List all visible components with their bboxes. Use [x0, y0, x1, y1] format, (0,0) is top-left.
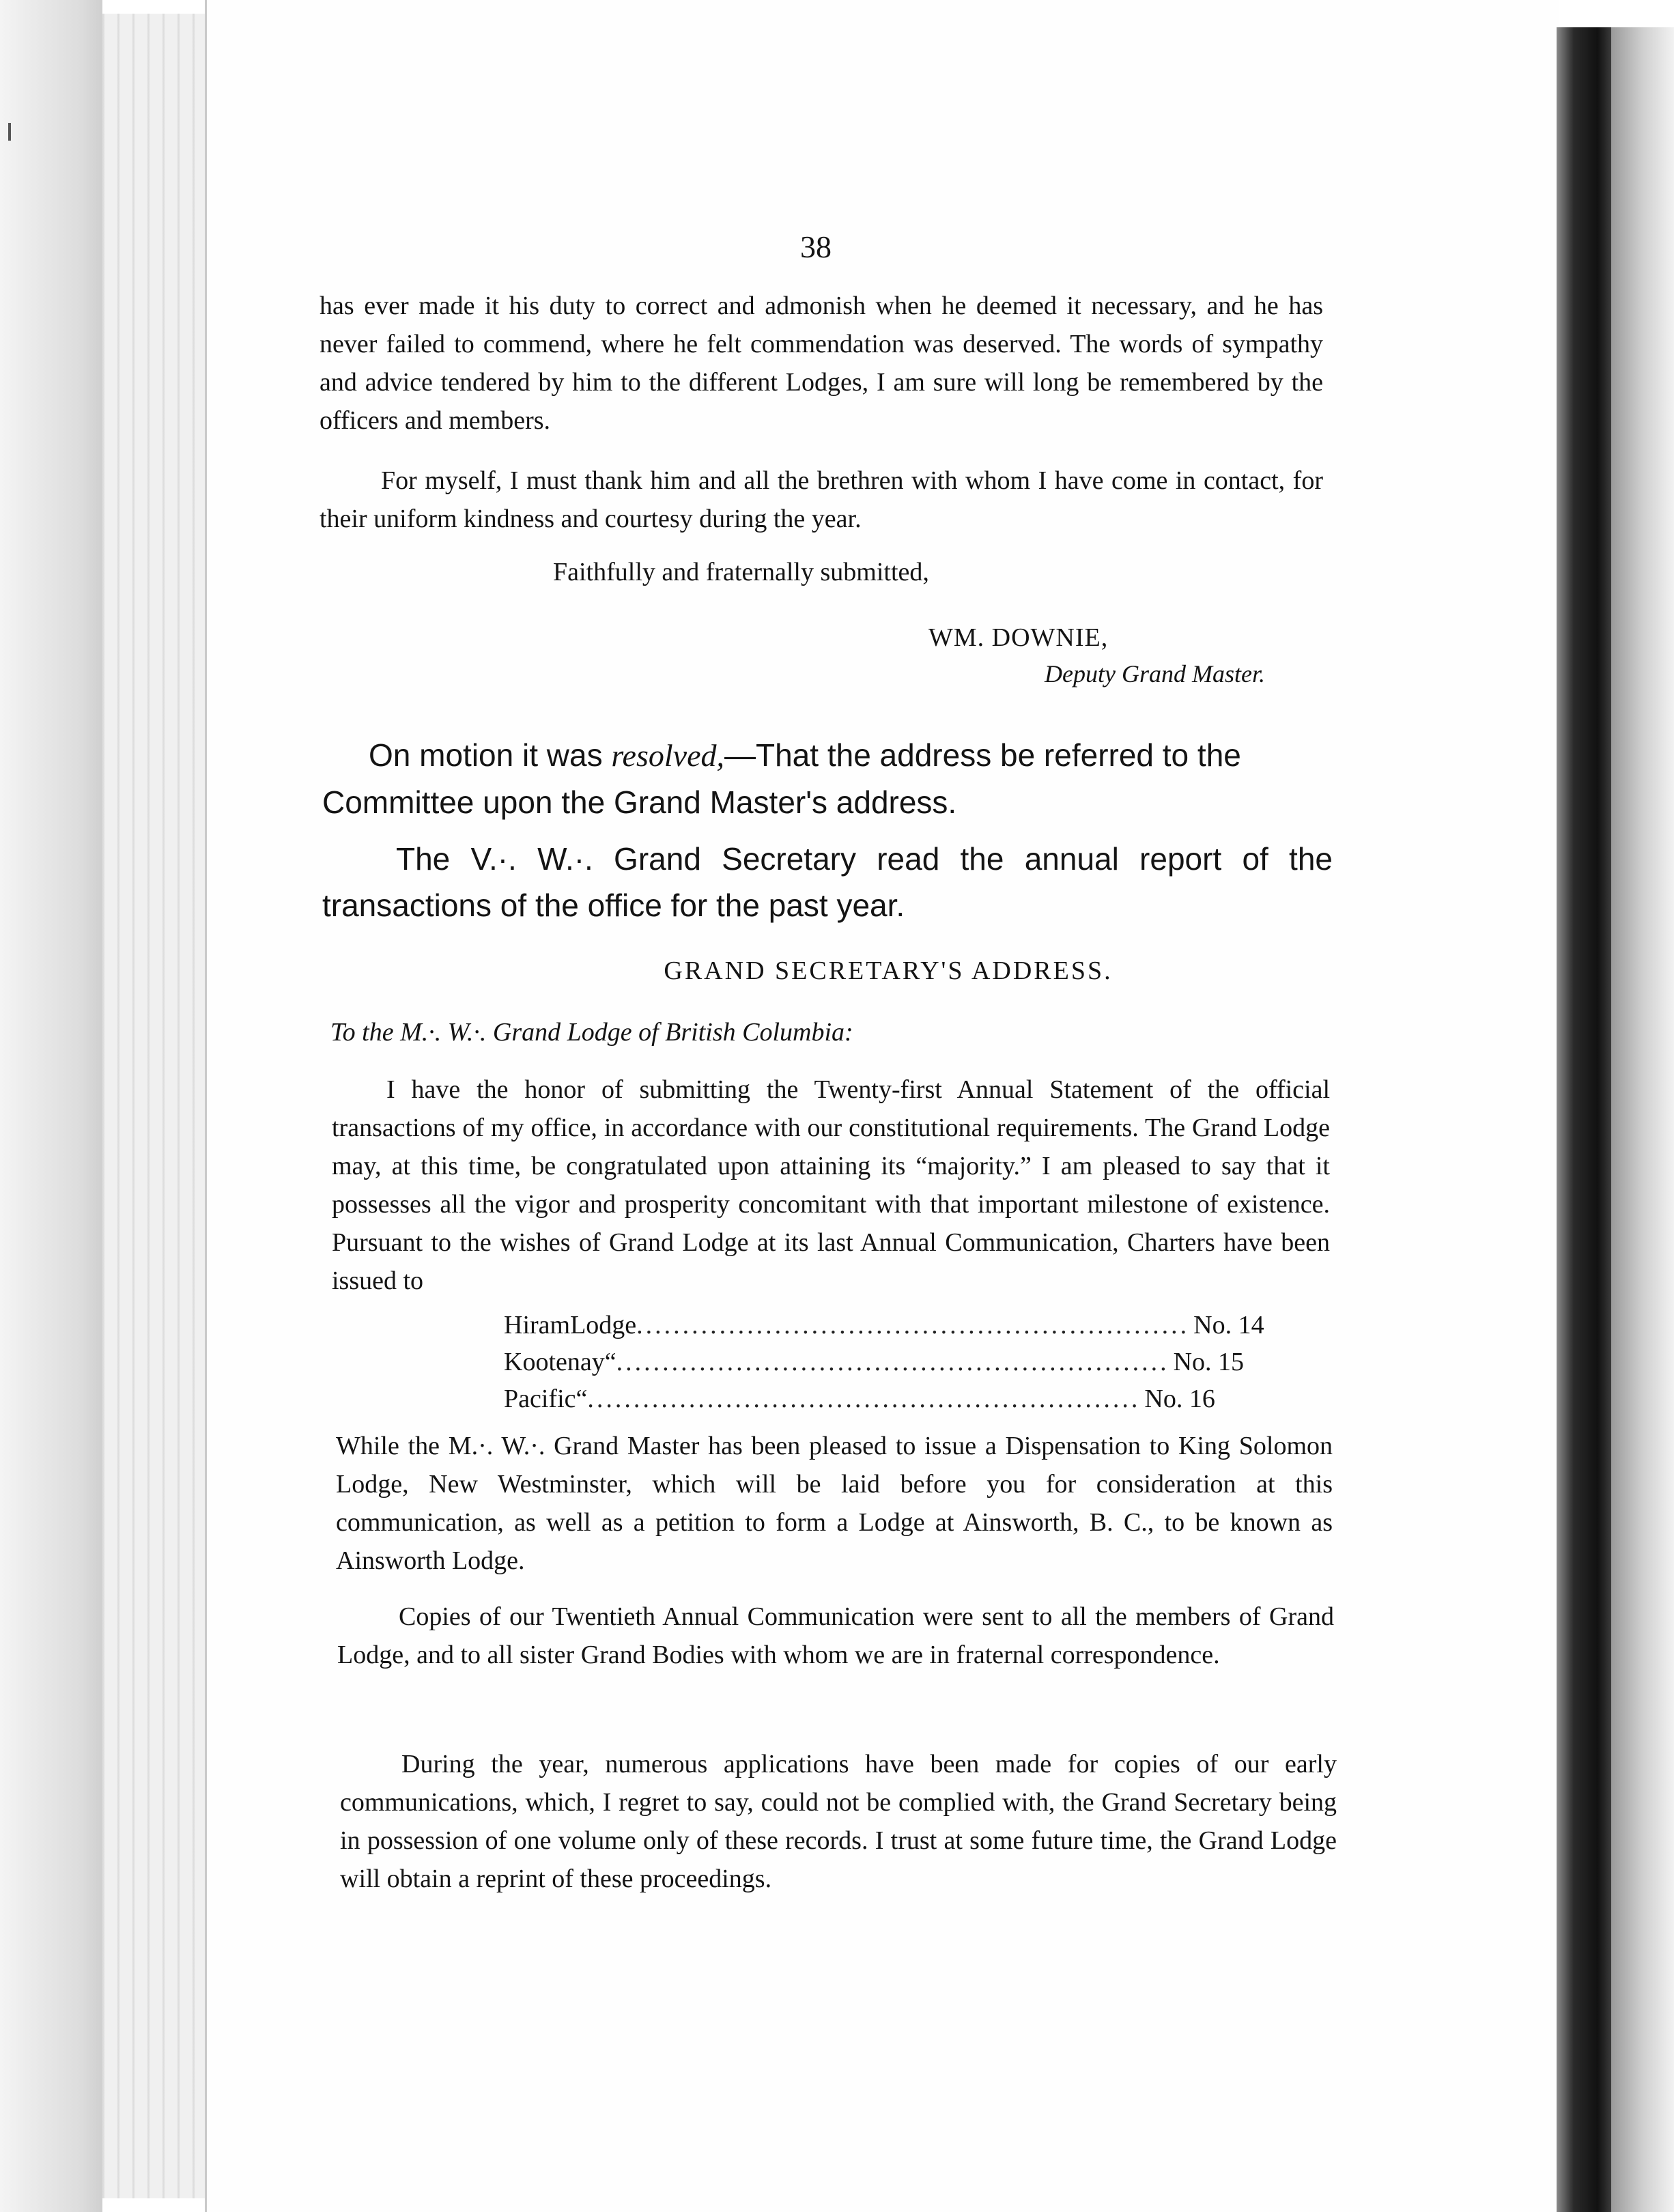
charter-lodge-name: Kootenay	[504, 1348, 605, 1376]
charter-row	[504, 1307, 1264, 1344]
dot-leader: ............................................................	[587, 1385, 1141, 1413]
page-number: 38	[800, 229, 832, 264]
dot-leader: ............................................................	[636, 1311, 1190, 1339]
book-page-edges	[102, 14, 208, 2198]
scan-left-margin	[0, 0, 102, 2212]
salutation: To the M.·. W.·. Grand Lodge of British Columbia:	[330, 1018, 853, 1047]
section-heading: GRAND SECRETARY'S ADDRESS.	[664, 956, 1113, 985]
signer-title: Deputy Grand Master.	[1045, 660, 1265, 687]
charter-lodge-word: “	[604, 1348, 616, 1376]
motion-text-after: —That the address be referred to the Committee upon the Grand Master's address.	[322, 737, 1241, 820]
paragraph-annual-statement: I have the honor of submitting the Twenty-first Annual Statement of the official transactions of my office, in accordance with our constitutional requirements. The Grand Lodge may, at this time, be congratulated upon attaining its “majority.” I am pleased to say that it possesses all the vigor and prosperity concomitant with that important milestone of existence. Pursuant to the wishes of Grand Lodge at its last Annual Communication, Charters have been issued to	[332, 1075, 1330, 1295]
motion-resolved: resolved,	[611, 738, 724, 773]
scan-artifact-mark	[8, 123, 11, 141]
charter-number: No. 15	[1173, 1348, 1245, 1376]
secretary-read-paragraph: The V.·. W.·. Grand Secretary read the annual report of the transactions of the office for the past year.	[322, 841, 1333, 923]
closing-line: Faithfully and fraternally submitted,	[553, 558, 929, 586]
paragraph-thanks: For myself, I must thank him and all the brethren with whom I have come in contact, for their uniform kindness and courtesy during the year.	[320, 466, 1323, 533]
book-binding-shadow	[1557, 27, 1611, 2212]
signer-name: WM. DOWNIE,	[928, 623, 1109, 652]
charter-lodge-word: “	[576, 1385, 588, 1413]
paragraph-applications: During the year, numerous applications have been made for copies of our early communications, which, I regret to say, could not be complied with, the Grand Secretary being in possession of one volume only of these records. I trust at some future time, the Grand Lodge will obtain a reprint of these proceedings.	[340, 1750, 1337, 1893]
scan-right-margin	[1611, 27, 1674, 2212]
motion-text-before: On motion it was	[369, 737, 612, 773]
charter-list	[504, 1307, 1264, 1417]
paragraph-dispensation: While the M.·. W.·. Grand Master has been pleased to issue a Dispensation to King Solomon Lodge, New Westminster, which will be laid before you for consideration at this communication, as well as a petition to form a Lodge at Ainsworth, B. C., to be known as Ainsworth Lodge.	[336, 1432, 1333, 1575]
dot-leader: ............................................................	[616, 1348, 1169, 1376]
motion-paragraph	[322, 732, 1333, 825]
paragraph-duty: has ever made it his duty to correct and admonish when he deemed it necessary, and he has never failed to commend, where he felt commendation was deserved. The words of sympathy and advice tendered by him to the different Lodges, I am sure will long be remembered by the officers and members.	[320, 292, 1323, 435]
charter-lodge-word: Lodge	[570, 1311, 637, 1339]
charter-row	[504, 1344, 1245, 1380]
charter-row	[504, 1380, 1215, 1417]
charter-lodge-name: Hiram	[504, 1311, 571, 1339]
paragraph-copies: Copies of our Twentieth Annual Communication were sent to all the members of Grand Lodge, and to all sister Grand Bodies with whom we are in fraternal correspondence.	[337, 1602, 1334, 1669]
charter-lodge-name: Pacific	[504, 1385, 576, 1413]
charter-number: No. 16	[1144, 1385, 1215, 1413]
charter-number: No. 14	[1193, 1311, 1264, 1339]
